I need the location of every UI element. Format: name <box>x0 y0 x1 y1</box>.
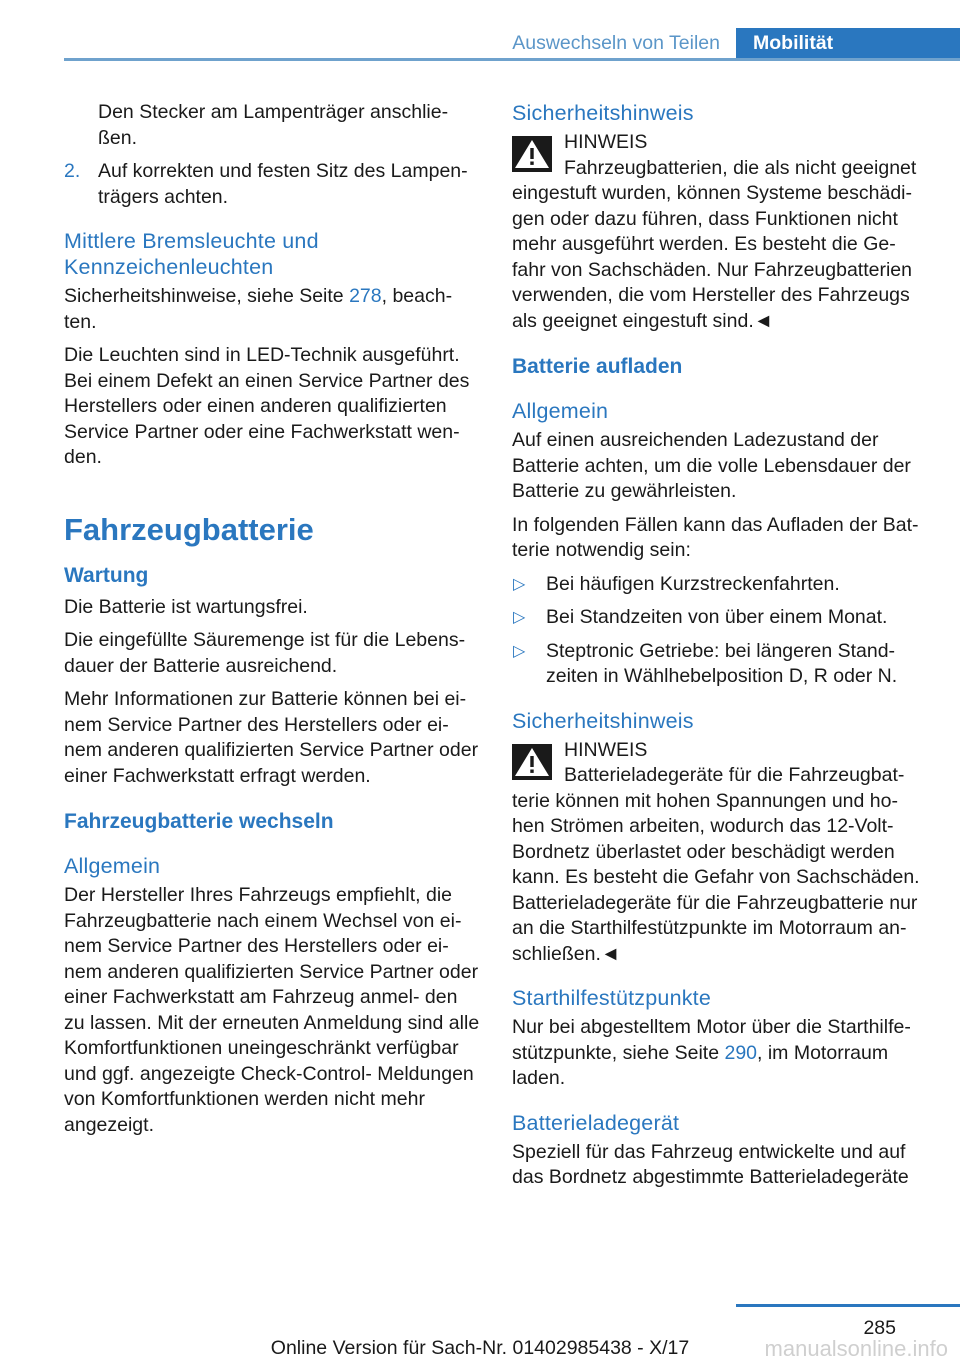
watermark: manualsonline.info <box>764 1336 948 1361</box>
list-item <box>512 572 928 598</box>
safety-reference <box>64 284 480 335</box>
online-version-note: Online Version für Sach-Nr. 01402985438 - X/17 <box>270 1337 690 1359</box>
page-link-290[interactable]: 290 <box>724 1041 758 1064</box>
chapter-tab[interactable]: Mobilität <box>736 28 960 61</box>
step-continuation: Den Stecker am Lampenträger anschlie‐ ßen. <box>98 101 449 149</box>
warning-text-2-body: Batterieladegeräte für die Fahrzeugbat‐ terie können mit hohen Spannungen und ho‐ hen Strömen arbeiten, wodurch das 12-Volt- Bordnetz überlastet oder beschädigt werden kann. Es besteht die Gefahr von Sachschäden. Batterieladegeräte für die Fahrzeugbatterie nur an die Starthilfestützpunkte im Motorraum an‐ schließen.◄ <box>512 764 920 965</box>
list-item <box>512 639 928 690</box>
heading-batterie-wechseln: Fahrzeugbatterie wechseln <box>64 810 334 833</box>
warning-text-1-body: Fahrzeugbatterien, die als nicht geeignet eingestuft wurden, können Systeme beschädi‐ gen oder dazu führen, dass Funktionen nicht mehr ausgeführt werden. Es besteht die Ge‐ fahr von Sachschäden. Nur Fahrzeugbatterien verwenden, die vom Hersteller des Fahrzeugs als geeignet eingestuft sind.◄ <box>512 156 917 332</box>
heading-bremsleuchte: Mittlere Bremsleuchte und Kennzeichenleuchten <box>64 229 319 279</box>
warning-triangle-icon <box>512 136 552 172</box>
bullet-triangle-icon: ▷ <box>513 609 526 626</box>
safety-reference-text: Sicherheitshinweise, siehe Seite <box>64 285 350 307</box>
left-column <box>64 100 480 1146</box>
list-item-text: Bei häufigen Kurzstreckenfahrten. <box>546 572 840 595</box>
bullet-triangle-icon: ▷ <box>513 642 526 660</box>
wartung-paragraph-2: Die eingefüllte Säuremenge ist für die Lebens‐ dauer der Batterie ausreichend. <box>64 629 466 677</box>
list-item <box>512 605 928 631</box>
heading-allgemein-left: Allgemein <box>64 854 161 878</box>
page-header <box>64 28 960 61</box>
step-item <box>64 159 480 210</box>
right-column <box>512 100 928 1199</box>
bullet-triangle-icon: ▷ <box>513 575 526 593</box>
header-rule <box>64 58 960 61</box>
step-text: Auf korrekten und festen Sitz des Lampen‐ trägers achten. <box>98 160 468 208</box>
step-number: 2. <box>64 160 81 182</box>
ladegeraet-paragraph: Speziell für das Fahrzeug entwickelte und auf das Bordnetz abgestimmte Batterieladegeräte <box>512 1140 909 1188</box>
warning-text-2 <box>512 763 928 967</box>
heading-allgemein-right: Allgemein <box>512 399 609 423</box>
warning-text-1 <box>512 156 928 335</box>
warning-box-2 <box>512 738 928 968</box>
warning-label-1: HINWEIS <box>564 131 648 153</box>
warning-box-1 <box>512 130 928 334</box>
wartung-paragraph-1: Die Batterie ist wartungsfrei. <box>64 595 308 618</box>
section-title: Auswechseln von Teilen <box>512 32 720 54</box>
list-item-text: Bei Standzeiten von über einem Monat. <box>546 606 888 628</box>
heading-sicherheitshinweis-2: Sicherheitshinweis <box>512 708 694 733</box>
starthilfe-text: Nur bei abgestelltem Motor über die Starthilfe‐ stützpunkte, siehe Seite <box>512 1016 911 1064</box>
wartung-paragraph-3: Mehr Informationen zur Batterie können bei ei‐ nem Service Partner des Herstellers oder ei‐ nem anderen qualifizierten Service Partner oder einer Fachwerkstatt erfragt werden. <box>64 688 479 787</box>
heading-fahrzeugbatterie: Fahrzeugbatterie <box>64 511 314 547</box>
footer-rule <box>736 1304 960 1307</box>
starthilfe-paragraph <box>512 1015 928 1092</box>
led-paragraph: Die Leuchten sind in LED-Technik ausgeführt. Bei einem Defekt an einen Service Partner des Herstellers oder einen anderen qualifizierten Service Partner oder eine Fachwerkstatt wen‐ den. <box>64 344 470 468</box>
starthilfe-text-end: , im Motorraum laden. <box>512 1041 889 1089</box>
warning-triangle-icon <box>512 744 552 780</box>
page-number: 285 <box>863 1317 896 1339</box>
allgemein-paragraph-left: Der Hersteller Ihres Fahrzeugs empfiehlt, die Fahrzeugbatterie nach einem Wechsel von ei‐ nem Service Partner des Herstellers oder ei‐ nem anderen qualifizierten Service Partner oder einer Fachwerkstatt am Fahrzeug anmel‐ den zu lassen. Mit der erneuten Anmeldung sind alle Komfortfunktionen uneingeschränkt verfügbar und ggf. angezeigte Check-Control- Meldungen von Komfortfunktionen werden nicht mehr angezeigt. <box>64 884 480 1136</box>
list-item-text: Steptronic Getriebe: bei längeren Stand‐ zeiten in Wählhebelposition D, R oder N. <box>546 639 898 687</box>
safety-reference-text-end: , beach‐ ten. <box>64 285 453 333</box>
heading-wartung: Wartung <box>64 563 149 587</box>
page-link-278[interactable]: 278 <box>349 285 382 307</box>
warning-label-2: HINWEIS <box>564 738 648 761</box>
allgemein-paragraph-right-2: In folgenden Fällen kann das Aufladen der Bat‐ terie notwendig sein: <box>512 513 919 561</box>
heading-batterie-aufladen: Batterie aufladen <box>512 355 683 378</box>
allgemein-paragraph-right-1: Auf einen ausreichenden Ladezustand der Batterie achten, um die volle Lebensdauer der Batterie zu gewährleisten. <box>512 429 911 502</box>
heading-batterieladegeraet: Batterieladegerät <box>512 1110 680 1135</box>
heading-starthilfe: Starthilfestützpunkte <box>512 986 712 1010</box>
heading-sicherheitshinweis-1: Sicherheitshinweis <box>512 101 694 125</box>
